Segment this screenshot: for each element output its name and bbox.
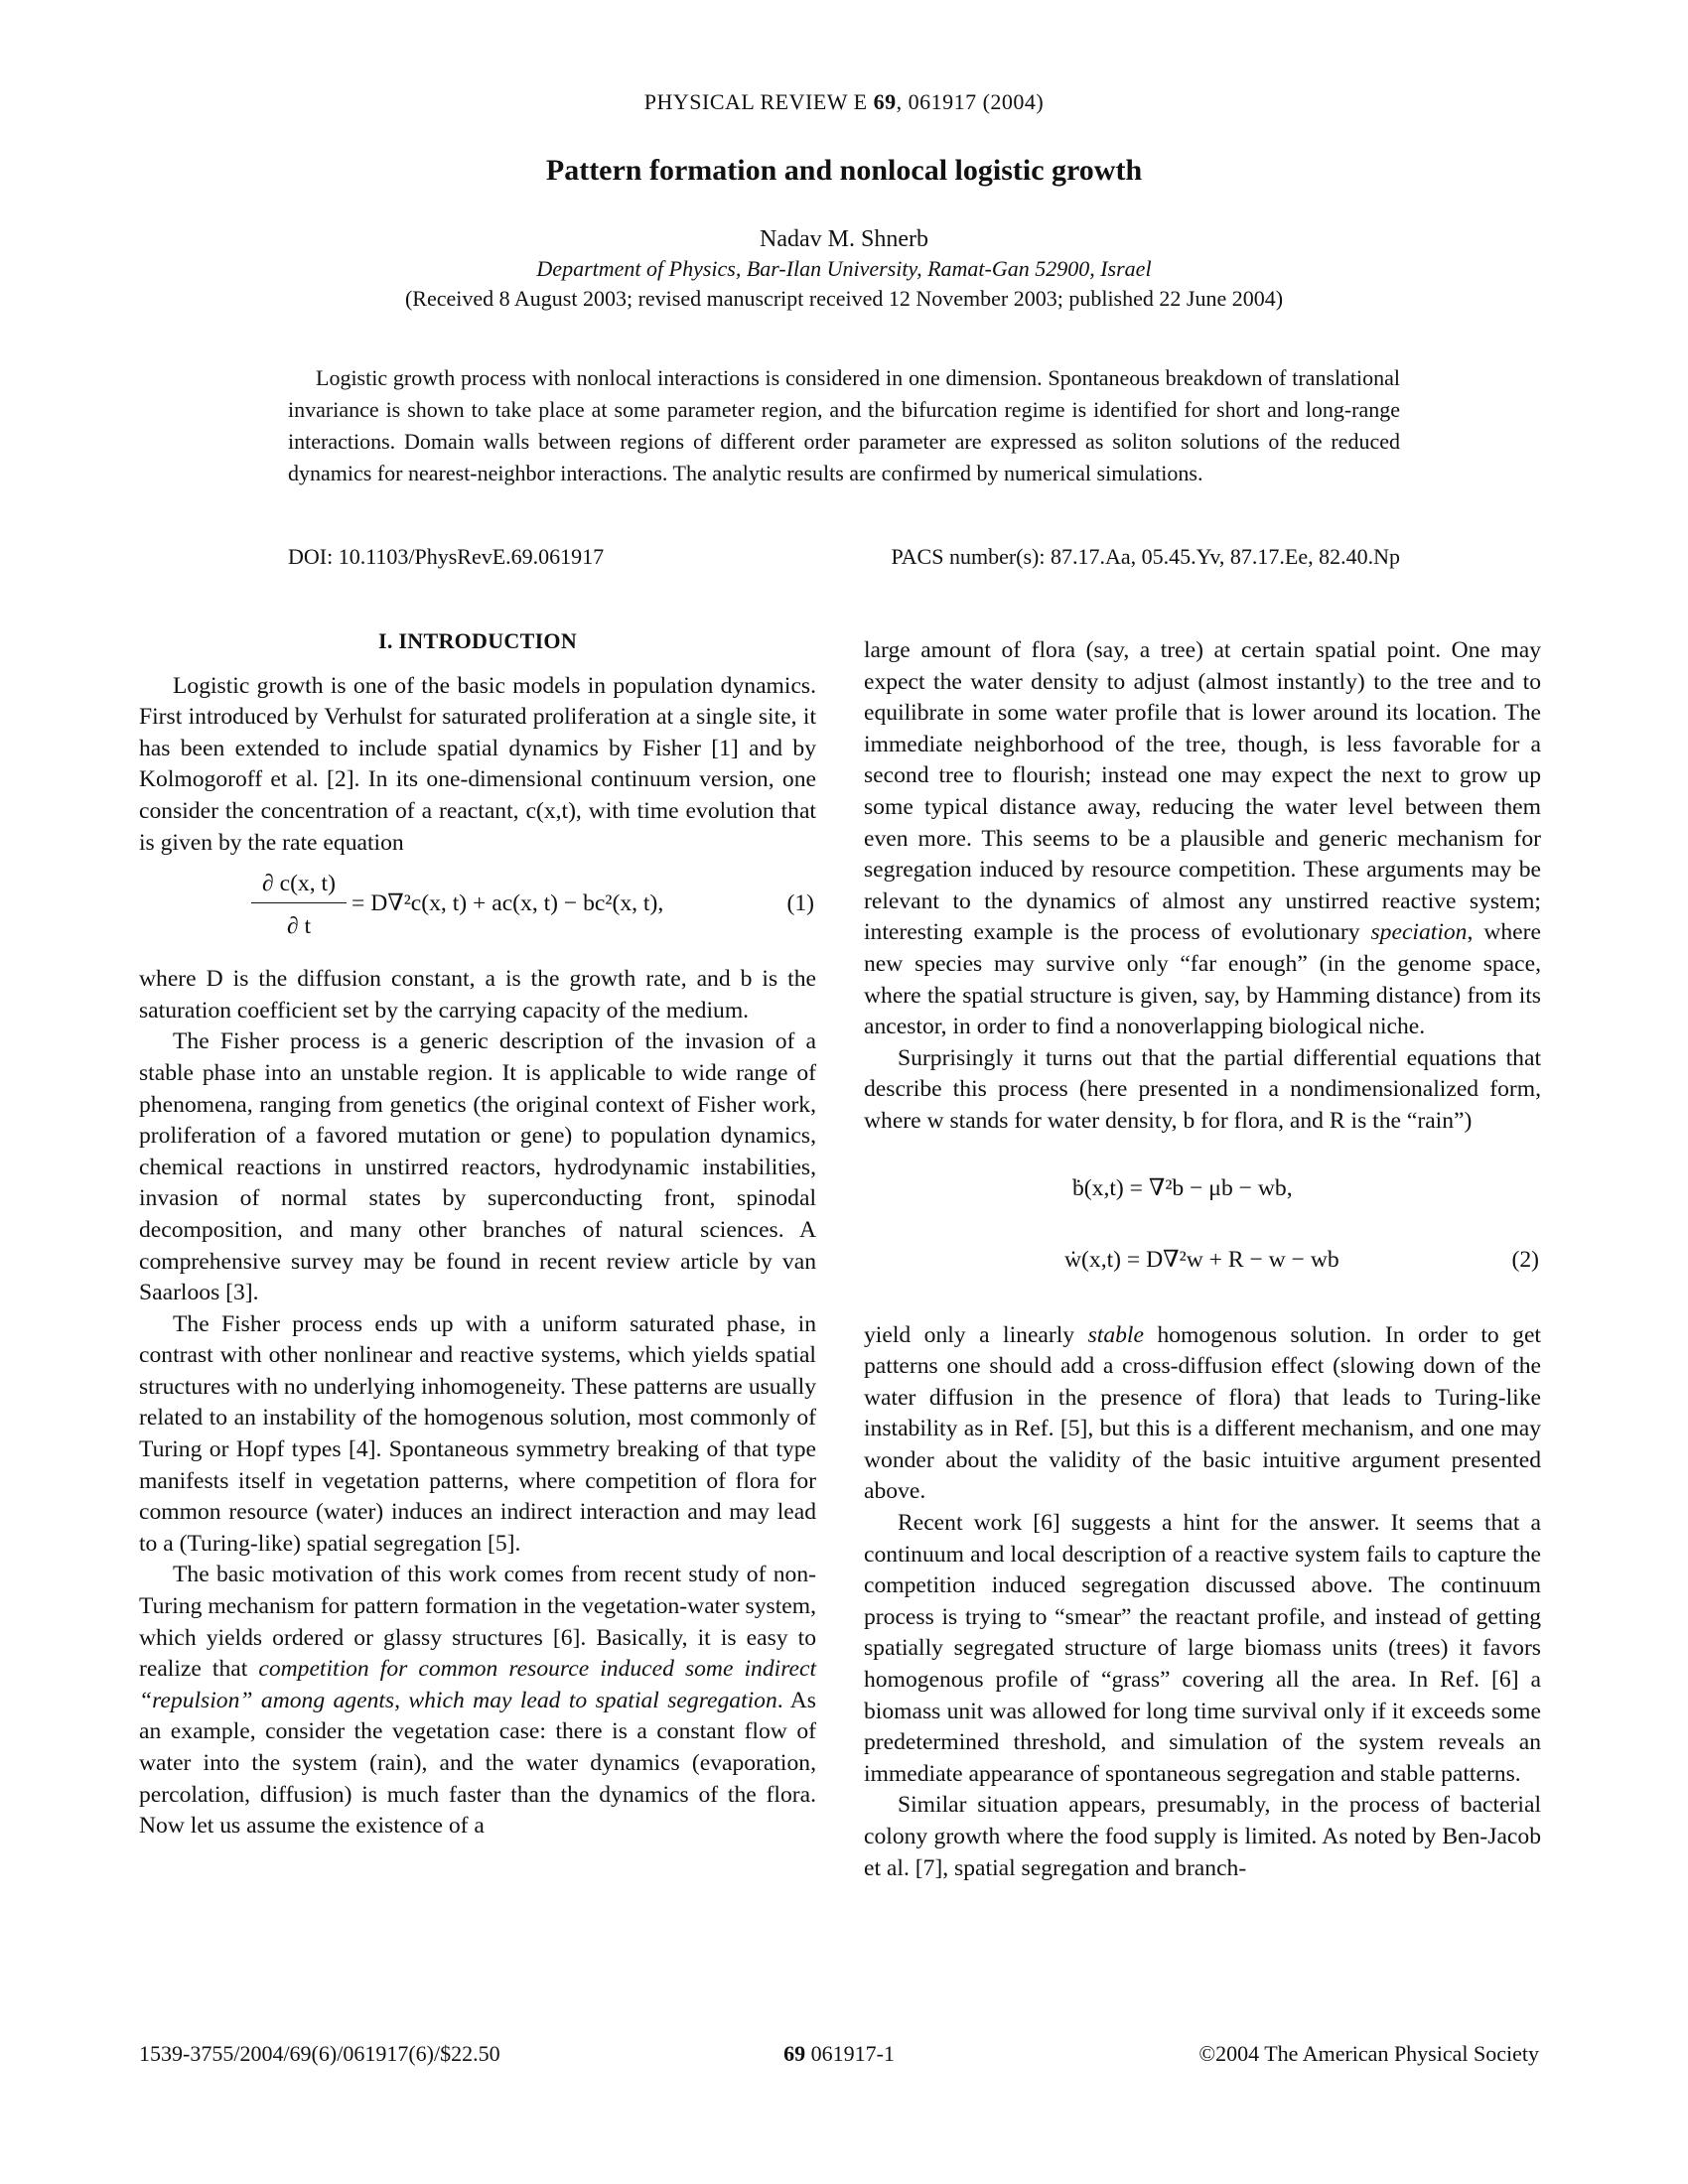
left-column [139,625,816,1843]
equation-line-1: ḃ(x,t) = ∇²b − μb − wb, [1072,1174,1293,1201]
paper-title: Pattern formation and nonlocal logistic growth [545,154,1143,187]
journal-name: PHYSICAL REVIEW E [643,89,868,114]
journal-volume: 69 [873,89,897,114]
equation-number: (1) [786,890,814,917]
paragraph: Logistic growth is one of the basic models in population dynamics. First introduced by Verhulst for saturated proliferation at a single site, it has been extended to include spatial dynamics by Fisher [1] and by Kolmogoroff et al. [2]. In its one-dimensional continuum version, one consider the concentration of a reactant, c(x,t), with time evolution that is given by the rate equation [139,672,816,856]
paragraph: Similar situation appears, presumably, in the process of bacterial colony growth where the food supply is limited. As noted by Ben-Jacob et al. [7], spatial segregation and branch- [864,1792,1541,1881]
text-run: large amount of flora (say, a tree) at certain spatial point. One may expect the water density to adjust (almost instantly) to the tree and to equilibrate in some water profile that is lower around its location. The immediate neighborhood of the tree, though, is less favorable for a second tree to flourish; instead one may expect the next to grow up some typical distance away, reducing the water level between them even more. This seems to be a plausible and generic mechanism for segregation induced by resource competition. These arguments may be relevant to the dynamics of almost any unstirred reactive system; interesting example is the process of evolutionary [864,637,1541,946]
footer-copyright: ©2004 The American Physical Society [1198,2041,1539,2066]
doi-link[interactable]: DOI: 10.1103/PhysRevE.69.061917 [288,544,605,569]
paragraph: where D is the diffusion constant, a is the growth rate, and b is the saturation coefficient set by the carrying capacity of the medium. [139,966,816,1024]
text-run: yield only a linearly [864,1321,1088,1348]
paragraph: Recent work [6] suggests a hint for the answer. It seems that a continuum and local description of a reactive system fails to capture the competition induced segregation discussed above. The continuum process is trying to “smear” the reactant profile, and instead of getting spatially segregated structure of large biomass units (trees) it favors homogenous profile of “grass” covering all the area. In Ref. [6] a biomass unit was allowed for long time survival only if it exceeds some predetermined threshold, and simulation of the system reveals an immediate appearance of spontaneous segregation and stable patterns. [864,1510,1541,1787]
equation-1 [139,865,816,960]
footer-issn: 1539-3755/2004/69(6)/061917(6)/$22.50 [139,2041,500,2066]
equation-number: (2) [1511,1246,1539,1273]
paragraph [864,1320,1541,1509]
text-run: , where new species may survive only “far enough” (in the genome space, where the spatial structure is given, say, by Hamming distance) from its ancestor, in order to find a nonoverlapping biological niche. [864,919,1541,1040]
section-heading: I. INTRODUCTION [377,628,578,653]
right-column [864,635,1541,1884]
text-run: The basic motivation of this work comes from recent study of non-Turing mechanism for pattern formation in the vegetation-water system, which yields ordered or glassy structures [6]. Basically, it is easy to realize that [139,1562,816,1683]
equation-denominator: ∂ t [286,912,312,939]
equation-2 [864,1146,1541,1314]
text-run: . As an example, consider the vegetation case: there is a constant flow of water into the system (rain), and the water dynamics (evaporation, percolation, diffusion) is much faster than the dynamics of the flora. Now let us assume the existence of a [139,1687,816,1840]
paragraph: The Fisher process is a generic description of the invasion of a stable phase into an unstable region. It is applicable to wide range of phenomena, ranging from genetics (the original context of Fisher work, proliferation of a favored mutation or gene) to population dynamics, chemical reactions in unstirred reactors, hydrodynamic instabilities, invasion of normal states by superconducting front, spinodal decomposition, and many other branches of natural sciences. A comprehensive survey may be found in recent review article by van Saarloos [3]. [139,1028,816,1306]
equation-numerator: ∂ c(x, t) [251,869,347,903]
emphasis-text: competition for common resource induced some indirect “repulsion” among agents, which may lead to spatial segregation [139,1656,817,1713]
footer-volume: 69 [783,2041,806,2066]
paragraph: The Fisher process ends up with a uniform saturated phase, in contrast with other nonlinear and reactive systems, which yields spatial structures with no underlying inhomogeneity. These patterns are usually related to an instability of the homogenous solution, most commonly of Turing or Hopf types [4]. Spontaneous symmetry breaking of that type manifests itself in vegetation patterns, where competition of flora for common resource (water) induces an indirect interaction and may lead to a (Turing-like) spatial segregation [5]. [139,1310,816,1557]
equation-line-2: ẇ(x,t) = D∇²w + R − w − wb [1064,1246,1339,1273]
abstract: Logistic growth process with nonlocal interactions is considered in one dimension. Spontaneous breakdown of translational invariance is shown to take place at some parameter region, and the bifurcation regime is identified for short and long-range interactions. Domain walls between regions of different order parameter are expressed as soliton solutions of the reduced dynamics for nearest-neighbor interactions. The analytic results are confirmed by numerical simulations. [288,365,1400,485]
pacs-numbers: PACS number(s): 87.17.Aa, 05.45.Yv, 87.17.Ee, 82.40.Np [891,544,1400,569]
paragraph: Surprisingly it turns out that the partial differential equations that describe this process (here presented in a nondimensionalized form, where w stands for water density, b for flora, and R is the “rain”) [864,1044,1541,1134]
emphasis-text: stable [1087,1321,1144,1348]
author-name: Nadav M. Shnerb [760,226,928,252]
affiliation: Department of Physics, Bar-Ilan University, Ramat-Gan 52900, Israel [536,256,1152,281]
paragraph [864,635,1541,1043]
received-dates: (Received 8 August 2003; revised manuscript received 12 November 2003; published 22 June 2004) [404,286,1284,311]
journal-header [0,89,1688,115]
text-run: homogenous solution. In order to get patterns one should add a cross-diffusion effect (slowing down of the water diffusion in the presence of flora) that leads to Turing-like instability as in Ref. [5], but this is a different mechanism, and one may wonder about the validity of the basic intuitive argument presented above. [864,1321,1541,1505]
equation-rhs: = D∇²c(x, t) + ac(x, t) − bc²(x, t), [352,890,664,917]
equation-fraction [251,869,347,942]
paragraph [139,1560,816,1842]
journal-article: , 061917 (2004) [896,89,1045,114]
footer-article: 061917-1 [805,2041,895,2066]
emphasis-text: speciation [1370,919,1468,946]
